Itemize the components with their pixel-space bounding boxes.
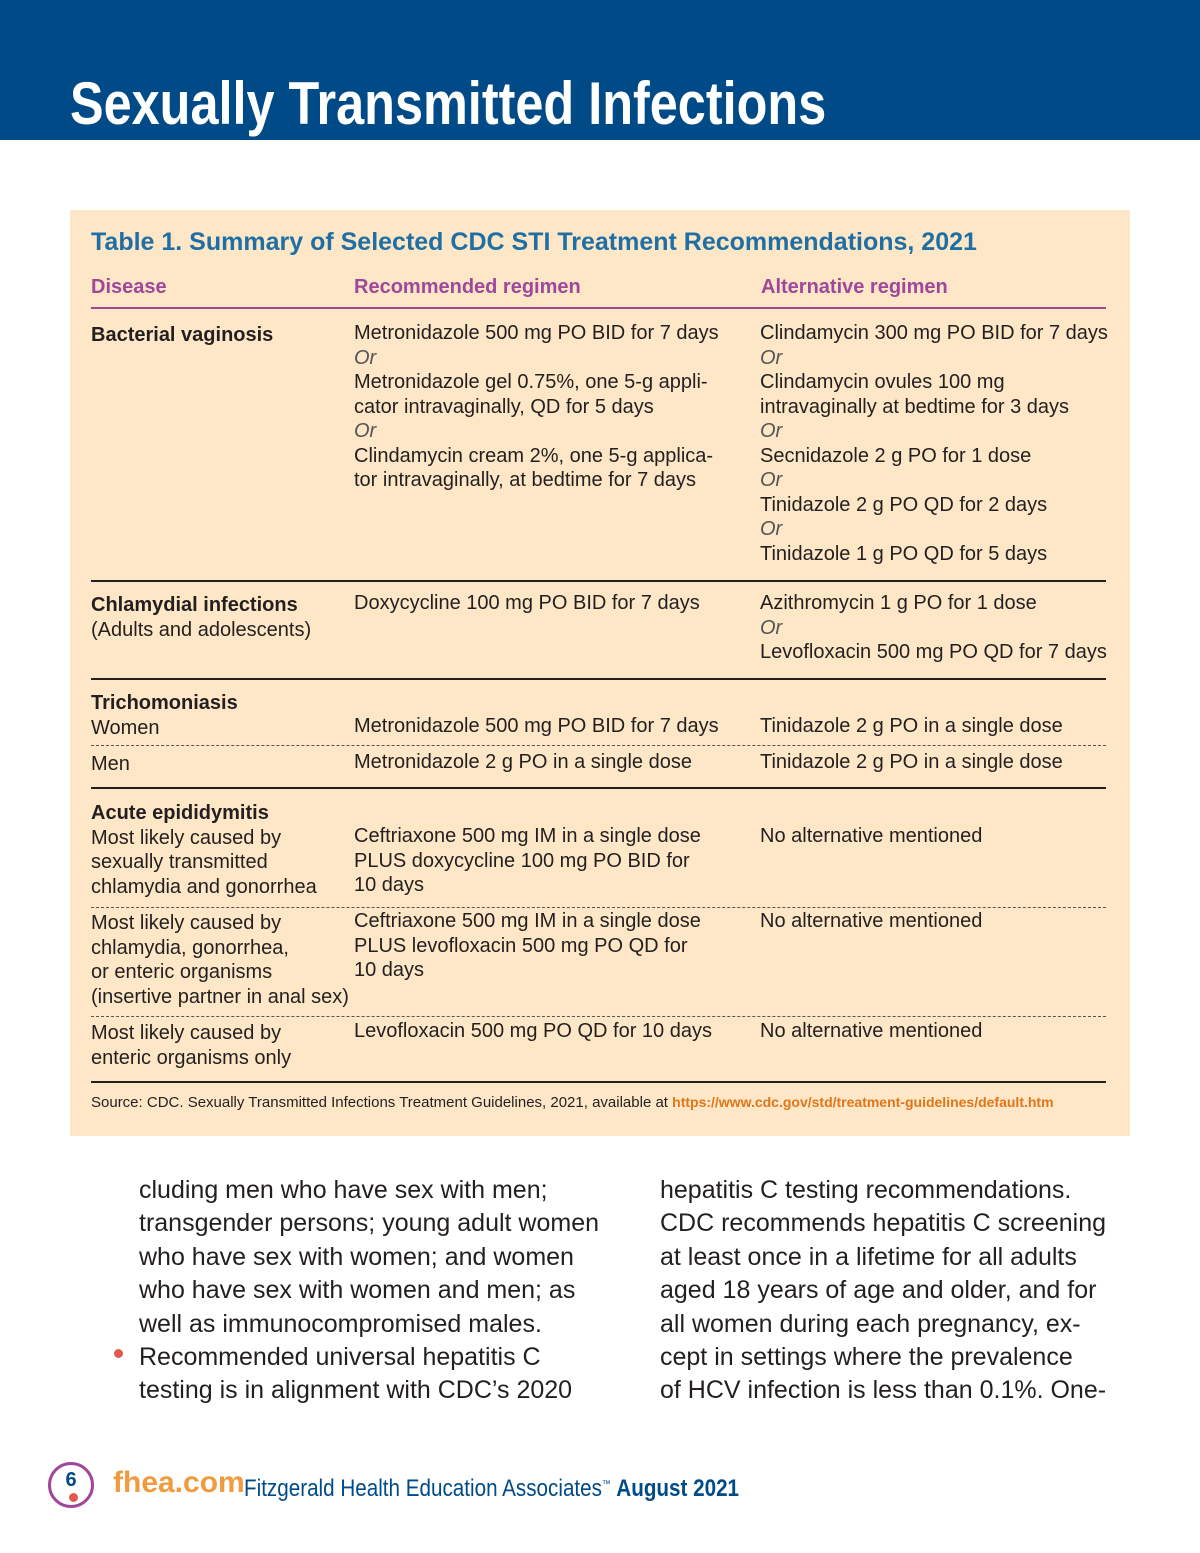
disease-chlamydia (91, 593, 311, 642)
regimen-line: Secnidazole 2 g PO for 1 dose (760, 444, 1032, 467)
or-label: Or (354, 420, 377, 442)
epididymitis-1-recommended (354, 824, 701, 898)
or-label: Or (354, 346, 377, 369)
cause-line: (insertive partner in anal sex) (91, 985, 349, 1008)
bv-alternative (760, 321, 1108, 566)
footer-org-name: Fitzgerald Health Education Associates (244, 1475, 602, 1502)
page-number: 6 (65, 1469, 77, 1491)
regimen-line: cator intravaginally, QD for 5 days (354, 395, 654, 418)
regimen-line: Metronidazole gel 0.75%, one 5-g appli- (354, 371, 708, 393)
bv-recommended (354, 321, 719, 493)
regimen-line: Clindamycin cream 2%, one 5-g applica- (354, 444, 714, 467)
trich-women-recommended (354, 714, 719, 739)
header-divider (91, 307, 1106, 309)
regimen-line: Levofloxacin 500 mg PO QD for 10 days (354, 1020, 712, 1042)
regimen-line: No alternative mentioned (760, 1020, 983, 1042)
cause-line: Most likely caused by (91, 912, 282, 934)
body-line: Recommended universal hepatitis C (139, 1342, 541, 1371)
regimen-line: Ceftriaxone 500 mg IM in a single dose (354, 910, 701, 932)
regimen-line: tor intravaginally, at bedtime for 7 days (354, 469, 697, 491)
cause-line: Most likely caused by (91, 826, 282, 849)
subgroup-men (91, 752, 130, 777)
column-header-disease: Disease (91, 276, 167, 298)
bullet-icon (114, 1349, 123, 1358)
body-line: well as immunocompromised males. (139, 1309, 542, 1338)
regimen-line: Tinidazole 2 g PO QD for 2 days (760, 493, 1048, 516)
body-line: of HCV infection is less than 0.1%. One- (660, 1376, 1107, 1405)
regimen-line: Azithromycin 1 g PO for 1 dose (760, 592, 1037, 614)
disease-label: Trichomoniasis (91, 692, 238, 714)
regimen-line: Doxycycline 100 mg PO BID for 7 days (354, 592, 700, 614)
regimen-line: Tinidazole 2 g PO in a single dose (760, 715, 1063, 737)
trich-women-alternative (760, 714, 1063, 739)
disease-epididymitis (91, 801, 317, 899)
body-line: who have sex with women and men; as (139, 1276, 576, 1305)
regimen-line: intravaginally at bedtime for 3 days (760, 395, 1070, 418)
trich-men-recommended (354, 750, 692, 775)
regimen-line: Tinidazole 1 g PO QD for 5 days (760, 542, 1048, 565)
epididymitis-1-alternative (760, 824, 982, 849)
column-header-alternative: Alternative regimen (761, 276, 948, 298)
column-header-recommended: Recommended regimen (354, 276, 581, 298)
regimen-line: Ceftriaxone 500 mg IM in a single dose (354, 825, 701, 847)
source-note (91, 1091, 1054, 1114)
footer-site[interactable]: fhea.com (113, 1466, 245, 1499)
disease-label: Chlamydial infections (91, 594, 298, 616)
regimen-line: Metronidazole 500 mg PO BID for 7 days (354, 322, 719, 344)
or-label: Or (760, 469, 783, 491)
regimen-line: Clindamycin 300 mg PO BID for 7 days (760, 322, 1108, 344)
chlamydia-alternative (760, 591, 1107, 665)
table-bottom-rule (91, 1081, 1106, 1083)
source-link[interactable]: https://www.cdc.gov/std/treatment-guidelines/default.htm (672, 1094, 1054, 1110)
cause-line: or enteric organisms (91, 961, 273, 983)
subrow-divider (91, 1016, 1106, 1017)
subrow-divider (91, 907, 1106, 908)
or-label: Or (760, 346, 783, 369)
regimen-line: Metronidazole 500 mg PO BID for 7 days (354, 715, 719, 737)
or-label: Or (760, 616, 783, 639)
disease-label: Acute epididymitis (91, 802, 269, 824)
footer-date: August 2021 (616, 1475, 740, 1502)
epididymitis-3-cause (91, 1021, 291, 1070)
or-label: Or (760, 518, 783, 540)
regimen-line: Metronidazole 2 g PO in a single dose (354, 751, 692, 773)
source-text: Source: CDC. Sexually Transmitted Infections Treatment Guidelines, 2021, available at (91, 1094, 673, 1111)
cause-line: chlamydia, gonorrhea, (91, 936, 289, 959)
epididymitis-2-recommended (354, 909, 701, 983)
body-line: cept in settings where the prevalence (660, 1342, 1073, 1371)
badge-dot-icon (69, 1493, 78, 1502)
body-line: aged 18 years of age and older, and for (660, 1276, 1097, 1305)
body-line: testing is in alignment with CDC’s 2020 (139, 1376, 573, 1405)
regimen-line: 10 days (354, 874, 425, 896)
row-divider (91, 678, 1106, 680)
subgroup-label: Men (91, 753, 130, 775)
cause-line: sexually transmitted (91, 851, 268, 873)
footer-publication (244, 1468, 739, 1506)
cause-line: chlamydia and gonorrhea (91, 875, 317, 898)
body-line: all women during each pregnancy, ex- (660, 1309, 1081, 1338)
subgroup-women: Women (91, 716, 160, 739)
chlamydia-recommended (354, 591, 700, 616)
cause-line: enteric organisms only (91, 1046, 292, 1069)
regimen-line: No alternative mentioned (760, 910, 983, 932)
regimen-line: Levofloxacin 500 mg PO QD for 7 days (760, 641, 1107, 663)
disease-subtitle: (Adults and adolescents) (91, 618, 312, 641)
regimen-line: PLUS doxycycline 100 mg PO BID for (354, 849, 690, 872)
trademark-mark: ™ (601, 1479, 611, 1490)
body-line: at least once in a lifetime for all adults (660, 1242, 1077, 1271)
body-column-right (660, 1174, 1106, 1408)
body-line: cluding men who have sex with men; (139, 1176, 548, 1204)
epididymitis-2-alternative (760, 909, 982, 934)
epididymitis-3-alternative (760, 1019, 982, 1044)
or-label: Or (760, 420, 783, 442)
body-line: transgender persons; young adult women (139, 1209, 600, 1238)
epididymitis-3-recommended (354, 1019, 712, 1044)
subrow-divider (91, 745, 1106, 746)
regimen-line: 10 days (354, 959, 425, 981)
epididymitis-2-cause (91, 911, 349, 1009)
body-line: who have sex with women; and women (139, 1242, 574, 1271)
cause-line: Most likely caused by (91, 1022, 282, 1044)
regimen-line: PLUS levofloxacin 500 mg PO QD for (354, 934, 688, 957)
regimen-line: Clindamycin ovules 100 mg (760, 371, 1005, 393)
regimen-line: Tinidazole 2 g PO in a single dose (760, 751, 1063, 773)
body-column-left (139, 1174, 599, 1408)
row-divider (91, 787, 1106, 789)
table-title: Table 1. Summary of Selected CDC STI Treatment Recommendations, 2021 (91, 228, 977, 256)
header-banner (0, 0, 1200, 140)
disease-trichomoniasis (91, 691, 238, 740)
disease-bacterial-vaginosis (91, 323, 273, 348)
disease-label: Bacterial vaginosis (91, 324, 274, 346)
trich-men-alternative (760, 750, 1063, 775)
body-line: hepatitis C testing recommendations. (660, 1176, 1072, 1204)
body-line: CDC recommends hepatitis C screening (660, 1209, 1107, 1238)
page-number-badge (48, 1462, 94, 1508)
page-title: Sexually Transmitted Infections (70, 70, 827, 137)
regimen-line: No alternative mentioned (760, 825, 983, 847)
row-divider (91, 580, 1106, 582)
